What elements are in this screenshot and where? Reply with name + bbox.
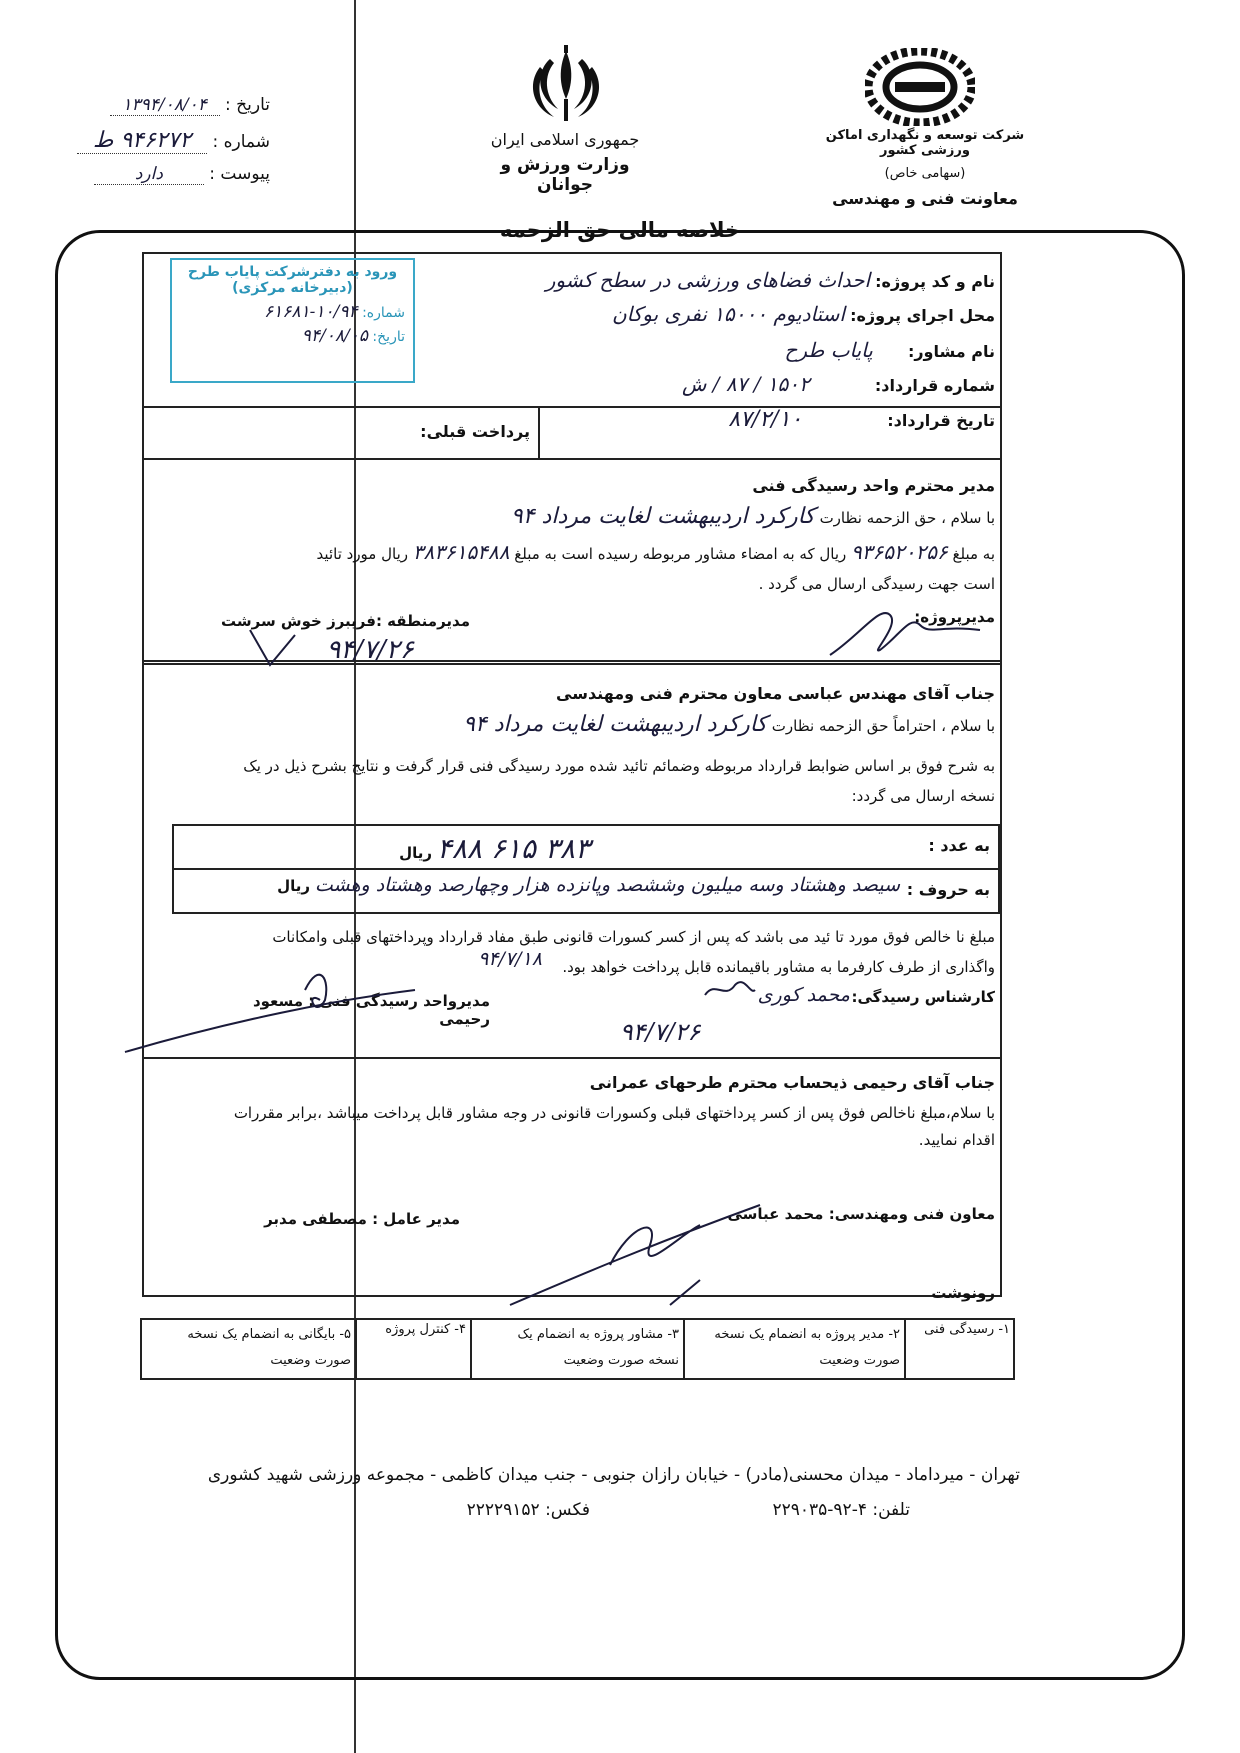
copies-cell-1: ۱- رسیدگی فنی [924, 1322, 1010, 1337]
department-name: معاونت فنی و مهندسی [832, 189, 1018, 208]
section1-heading: مدیر محترم واحد رسیدگی فنی [752, 476, 995, 495]
copies-cell-3: ۳- مشاور پروژه به انضمام یک نسخه صورت وضعیت [517, 1327, 679, 1368]
section1-hw-date: ۹۴/۷/۲۶ [326, 635, 414, 665]
date-value: ۱۳۹۴/۰۸/۰۴ [110, 95, 220, 116]
footer-address: تهران - میرداماد - میدان محسنی(مادر) - خیابان رازان جنوبی - جنب میدان کاظمی - مجموعه ورزشی شهید کشوری [207, 1465, 1020, 1485]
section2-line2: به شرح فوق بر اساس ضوابط قرارداد مربوطه وضمائم تائید شده مورد رسیدگی فنی قرار گرفت و نتایج بشرح ذیل در یک [243, 757, 995, 775]
date-label: تاریخ : [225, 95, 270, 115]
field-project-name: نام و کد پروژه: احداث فضاهای ورزشی در سطح کشور [545, 268, 995, 292]
copies-cell-5: ۵- بایگانی به انضمام یک نسخه صورت وضعیت [187, 1327, 351, 1368]
company-logo-icon [865, 48, 975, 126]
copies-col-1 [904, 1318, 906, 1380]
section3-line2: اقدام نمایید. [918, 1131, 995, 1149]
copies-col-3 [470, 1318, 472, 1380]
company-type: (سهامی خاص) [884, 166, 966, 181]
republic-name: جمهوری اسلامی ایران [490, 130, 640, 149]
iran-emblem-icon [528, 45, 604, 125]
section3-heading: جناب آقای رحیمی ذیحساب محترم طرحهای عمرانی [589, 1073, 995, 1092]
copies-label: رونوشت [931, 1284, 995, 1302]
regional-manager: مدیرمنطقه :فریبرز خوش سرشت [221, 612, 470, 630]
copies-col-4 [355, 1318, 357, 1380]
ceo-signatory: مدیر عامل : مصطفی مدبر [264, 1210, 460, 1228]
header-right [800, 128, 1050, 208]
receipt-stamp [170, 258, 415, 383]
section2-line3: نسخه ارسال می گردد: [851, 787, 995, 805]
section2-heading: جناب آقای مهندس عباسی معاون محترم فنی ومهندسی [556, 684, 995, 703]
in-words-row: سیصد وهشتاد وسه میلیون وششصد وپانزده هزار وچهارصد وهشتاد وهشت ریال [277, 874, 900, 896]
section2-note2: واگذاری از طرف کارفرما به مشاور باقیمانده قابل پرداخت خواهد بود. [562, 958, 995, 976]
section3-line1: با سلام،مبلغ ناخالص فوق پس از کسر پرداختهای قبلی وکسورات قانونی در وجه مشاور قابل پرداخت میباشد ،برابر مقررات [233, 1104, 995, 1122]
regional-manager-signature-icon [245, 625, 305, 670]
section2-line1: با سلام ، احتراماً حق الزحمه نظارت کارکرد اردیبهشت لغایت مرداد ۹۴ [463, 712, 995, 737]
field-consultant: نام مشاور: پایاب طرح [784, 338, 995, 362]
stamp-number: شماره: ۱۰/۹۴-۶۱۶۸۱ [263, 302, 405, 322]
in-words-label: به حروف : [906, 880, 990, 899]
attachment-value: دارد [94, 164, 204, 185]
section2-hw-date2: ۹۴/۷/۲۶ [619, 1018, 701, 1046]
reviewer-signature-icon [700, 975, 760, 1005]
reviewer-label: کارشناس رسیدگی: [851, 988, 995, 1006]
field-contract-date: تاریخ قرارداد: ۸۷/۲/۱۰ [728, 407, 995, 432]
section2-note1: مبلغ نا خالص فوق مورد تا ئید می باشد که پس از کسر کسورات قانونی طبق مفاد قرارداد وپرداختهای قبلی وامکانات [272, 928, 995, 946]
footer-fax: فکس: ۲۲۲۲۹۱۵۲ [466, 1500, 590, 1520]
copies-col-2 [683, 1318, 685, 1380]
project-manager-signature-icon [820, 595, 1000, 665]
amount-table-divider [172, 868, 1000, 870]
unit-manager-signature-icon [115, 960, 515, 1060]
company-name: شرکت توسعه و نگهداری اماکن ورزشی کشور [825, 128, 1025, 158]
section1-line2: به مبلغ ۹۳۶۵۲۰۲۵۶ ریال که به امضاء مشاور مربوطه رسیده است به مبلغ ۳۸۳۶۱۵۴۸۸ ریال مورد تائید [316, 540, 995, 564]
header-center [470, 130, 660, 195]
number-value: ۹۴۶۲۷۲ ط [77, 128, 207, 154]
copies-cell-2: ۲- مدیر پروژه به انضمام یک نسخه صورت وضعیت [714, 1327, 900, 1368]
reviewer-hw: محمد کوری [757, 984, 850, 1006]
in-numbers-row: ۳۸۳ ۶۱۵ ۴۸۸ ریال [399, 832, 590, 865]
prior-payment-label: پرداخت قبلی: [420, 422, 530, 441]
deputy-signature-icon [500, 1185, 860, 1315]
section1-line3: است جهت رسیدگی ارسال می گردد . [758, 575, 995, 593]
project-manager-label: مدیرپروژه: [914, 608, 995, 626]
section1-line1: با سلام ، حق الزحمه نظارت کارکرد اردیبهشت لغایت مرداد ۹۴ [510, 504, 995, 529]
in-numbers-label: به عدد : [928, 836, 990, 855]
footer-phone: تلفن: ۴-۹۲-۲۲۹۰۳۵ [772, 1500, 910, 1520]
attachment-label: پیوست : [209, 164, 270, 184]
stamp-line2: (دبیرخانه مرکزی) [232, 280, 353, 296]
frame-right-rule [1000, 252, 1002, 1297]
field-contract-number: شماره قرارداد: ۱۵۰۲ / ۸۷ / ش [682, 372, 995, 396]
document-title: خلاصه مالی حق الزحمه [499, 218, 741, 242]
number-label: شماره : [212, 132, 270, 152]
meta-number-row [60, 128, 270, 154]
copies-cell-4: ۴- کنترل پروژه [385, 1322, 466, 1337]
deputy-signatory: معاون فنی ومهندسی: محمد عباسی [727, 1205, 995, 1223]
section2-hw-date1: ۹۴/۷/۱۸ [478, 948, 542, 970]
ministry-name: وزارت ورزش و جوانان [500, 155, 630, 195]
stamp-line1: ورود به دفترشرکت پایاب طرح [187, 264, 398, 280]
stamp-date: تاریخ: ۹۴/۰۸/۰۵ [301, 326, 405, 346]
meta-date-row [70, 95, 270, 116]
field-location: محل اجرای پروژه: استادیوم ۱۵۰۰۰ نفری بوکان [611, 302, 995, 326]
meta-attachment-row [70, 164, 270, 185]
unit-manager: مدیرواحد رسیدگی فنی : مسعود رحیمی [252, 992, 490, 1028]
